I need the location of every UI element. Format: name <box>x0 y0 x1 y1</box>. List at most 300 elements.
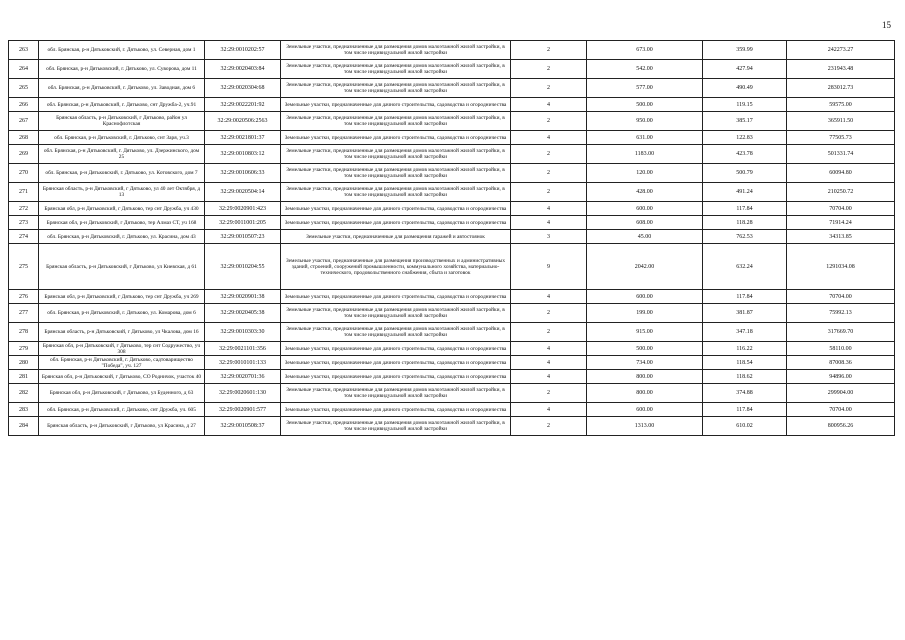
row-unit-price: 762.53 <box>736 233 753 240</box>
row-address: Брянская область, р-н Дятьковский, г Дятьково, район ул Краснофлотская <box>56 115 187 127</box>
row-cadastral-value: 70704.00 <box>829 205 852 212</box>
table-row <box>9 244 895 290</box>
row-group-cell <box>511 145 587 164</box>
table-row <box>9 370 895 384</box>
row-cadastral-number-cell <box>205 244 281 290</box>
row-group: 4 <box>547 293 550 300</box>
row-unit-price: 490.49 <box>736 85 753 91</box>
row-cadastral-value-cell <box>787 145 895 164</box>
row-cadastral-number: 32:29:0010204:55 <box>220 263 265 270</box>
row-cadastral-number: 32:29:0020901:423 <box>218 205 266 212</box>
row-group-cell <box>511 131 587 145</box>
row-group: 3 <box>547 233 550 240</box>
row-unit-price-cell <box>703 216 787 230</box>
row-group-cell <box>511 202 587 216</box>
row-address-cell <box>39 244 205 290</box>
row-area: 1183.00 <box>634 151 655 157</box>
row-unit-price-cell <box>703 384 787 403</box>
row-land-use: Земельные участки, предназначенные для дачного строительства, садоводства и огородничества <box>284 205 507 212</box>
row-number-cell <box>9 370 39 384</box>
row-area-cell <box>587 370 703 384</box>
row-cadastral-value-cell <box>787 79 895 98</box>
row-cadastral-value-cell <box>787 112 895 131</box>
row-land-use-cell <box>281 244 511 290</box>
row-land-use: Земельные участки, предназначенные для дачного строительства, садоводства и огородничества <box>284 406 507 413</box>
row-area: 800.00 <box>636 373 653 380</box>
row-number: 270 <box>19 170 28 176</box>
row-cadastral-number-cell <box>205 342 281 356</box>
row-address-cell <box>39 370 205 384</box>
row-area: 600.00 <box>636 205 653 212</box>
row-address: обл. Брянская, р-н Дятьковский, г. Дятьково, ул. Северная, дом 1 <box>47 47 196 53</box>
row-unit-price-cell <box>703 230 787 244</box>
row-number-cell <box>9 403 39 417</box>
row-cadastral-number-cell <box>205 370 281 384</box>
row-land-use-cell <box>281 304 511 323</box>
row-cadastral-number: 32:29:0010303:30 <box>220 329 265 335</box>
row-area-cell <box>587 202 703 216</box>
row-cadastral-value-cell <box>787 370 895 384</box>
row-cadastral-number-cell <box>205 417 281 436</box>
page-number: 15 <box>882 20 891 30</box>
row-cadastral-number: 32:29:0010508:37 <box>220 423 265 429</box>
row-address-cell <box>39 112 205 131</box>
row-cadastral-number-cell <box>205 403 281 417</box>
row-cadastral-value-cell <box>787 384 895 403</box>
table-row <box>9 304 895 323</box>
table-row <box>9 202 895 216</box>
row-cadastral-number: 32:29:0010202:57 <box>220 47 265 53</box>
row-number-cell <box>9 131 39 145</box>
row-cadastral-number-cell <box>205 356 281 370</box>
row-cadastral-number: 32:29:0022201:92 <box>220 101 265 108</box>
row-group-cell <box>511 98 587 112</box>
row-address-cell <box>39 60 205 79</box>
row-unit-price: 117.84 <box>736 406 753 413</box>
row-area: 600.00 <box>636 293 653 300</box>
row-land-use-cell <box>281 216 511 230</box>
row-number-cell <box>9 384 39 403</box>
row-unit-price-cell <box>703 145 787 164</box>
row-cadastral-number-cell <box>205 183 281 202</box>
row-address: Брянская обл, р-н Дятьковский, г Дятьково, тер Алмаз СТ, уч 168 <box>46 219 197 226</box>
row-cadastral-number-cell <box>205 384 281 403</box>
row-address: обл. Брянская, р-н Дятьковский, г. Дятьково, ул. Комарова, дом 6 <box>47 310 196 316</box>
row-group: 2 <box>547 151 550 157</box>
row-unit-price-cell <box>703 202 787 216</box>
row-cadastral-number-cell <box>205 202 281 216</box>
row-area-cell <box>587 384 703 403</box>
row-area: 600.00 <box>636 406 653 413</box>
row-area: 428.00 <box>636 189 653 195</box>
row-number-cell <box>9 145 39 164</box>
table-body <box>9 41 895 436</box>
row-cadastral-number-cell <box>205 98 281 112</box>
row-unit-price-cell <box>703 41 787 60</box>
row-group-cell <box>511 230 587 244</box>
row-cadastral-number: 32:29:0020901:577 <box>218 406 266 413</box>
row-unit-price: 610.02 <box>736 423 753 429</box>
row-number: 274 <box>19 233 28 240</box>
row-cadastral-value-cell <box>787 60 895 79</box>
row-address: Брянская область, р-н Дятьковский, г Дятьково, ул Чкалова, дом 16 <box>44 329 199 335</box>
row-number-cell <box>9 417 39 436</box>
row-land-use-cell <box>281 370 511 384</box>
row-land-use: Земельные участки, предназначенные для дачного строительства, садоводства и огородничества <box>284 345 507 352</box>
row-group: 2 <box>547 85 550 91</box>
row-cadastral-number-cell <box>205 41 281 60</box>
row-number-cell <box>9 342 39 356</box>
row-unit-price: 118.54 <box>736 359 753 366</box>
row-cadastral-value-cell <box>787 202 895 216</box>
row-address: Брянская обл, р-н Дятьковский, г Дятьково, тер снт Дружба, уч 430 <box>44 205 199 212</box>
row-area-cell <box>587 145 703 164</box>
table-row <box>9 183 895 202</box>
row-unit-price-cell <box>703 60 787 79</box>
row-unit-price-cell <box>703 244 787 290</box>
row-area: 45.00 <box>637 233 652 240</box>
row-unit-price: 117.84 <box>736 293 753 300</box>
row-cadastral-number: 32:29:0020506:2563 <box>217 118 268 124</box>
row-address: Брянская область, р-н Дятьковский, г Дятьково, ул Киевская, д 61 <box>46 263 197 270</box>
row-address-cell <box>39 356 205 370</box>
row-cadastral-value: 365911.50 <box>827 118 854 124</box>
row-cadastral-value-cell <box>787 417 895 436</box>
row-cadastral-value: 70704.00 <box>829 406 852 413</box>
row-address-cell <box>39 304 205 323</box>
row-area-cell <box>587 60 703 79</box>
table-row <box>9 216 895 230</box>
row-number-cell <box>9 79 39 98</box>
row-area: 500.00 <box>636 101 653 108</box>
row-cadastral-number-cell <box>205 112 281 131</box>
row-group-cell <box>511 304 587 323</box>
row-address: обл. Брянская, р-н Дятьковский, г. Дятьково, садтоварищество "Победа", уч. 127 <box>50 356 193 369</box>
row-group: 2 <box>547 329 550 335</box>
row-cadastral-value-cell <box>787 216 895 230</box>
land-plots-table <box>8 40 895 436</box>
row-cadastral-value-cell <box>787 403 895 417</box>
row-land-use: Земельные участки, предназначенные для размещения домов малоэтажной жилой застройки, в том числе индивидуальной жилой застройки <box>286 387 505 399</box>
row-number: 283 <box>19 406 28 413</box>
row-unit-price-cell <box>703 304 787 323</box>
row-group-cell <box>511 216 587 230</box>
row-number-cell <box>9 41 39 60</box>
row-cadastral-value: 210250.72 <box>827 189 854 195</box>
row-number: 265 <box>19 85 28 91</box>
row-area: 2042.00 <box>634 263 655 270</box>
row-address: обл. Брянская, р-н Дятьковский, г. Дятьково, снт Заря, уч.3 <box>54 134 189 141</box>
row-address: обл. Брянская, р-н Дятьковский, г. Дятьково, ул. Заводная, дом 6 <box>47 85 196 91</box>
row-address-cell <box>39 230 205 244</box>
row-land-use: Земельные участки, предназначенные для размещения домов малоэтажной жилой застройки, в том числе индивидуальной жилой застройки <box>286 63 505 75</box>
row-address-cell <box>39 342 205 356</box>
row-land-use: Земельные участки, предназначенные для дачного строительства, садоводства и огородничества <box>284 359 507 366</box>
row-land-use: Земельные участки, предназначенные для размещения домов малоэтажной жилой застройки, в том числе индивидуальной жилой застройки <box>286 115 505 127</box>
row-land-use: Земельные участки, предназначенные для размещения домов малоэтажной жилой застройки, в том числе индивидуальной жилой застройки <box>286 44 505 56</box>
row-cadastral-value: 75992.13 <box>829 310 852 316</box>
row-number: 272 <box>19 205 28 212</box>
row-land-use: Земельные участки, предназначенные для размещения домов малоэтажной жилой застройки, в том числе индивидуальной жилой застройки <box>286 148 505 160</box>
row-group: 2 <box>547 66 550 72</box>
row-group-cell <box>511 370 587 384</box>
row-unit-price-cell <box>703 290 787 304</box>
row-address-cell <box>39 41 205 60</box>
row-unit-price: 500.79 <box>736 170 753 176</box>
row-number-cell <box>9 183 39 202</box>
row-cadastral-number-cell <box>205 79 281 98</box>
row-land-use: Земельные участки, предназначенные для дачного строительства, садоводства и огородничества <box>284 373 507 380</box>
table-row <box>9 145 895 164</box>
row-address: Брянская область, р-н Дятьковский, г Дятьково, ул Красина, д 27 <box>47 423 196 429</box>
row-group: 2 <box>547 423 550 429</box>
row-land-use-cell <box>281 230 511 244</box>
row-number: 271 <box>19 189 28 195</box>
row-address-cell <box>39 323 205 342</box>
row-group: 4 <box>547 205 550 212</box>
row-cadastral-number: 32:29:0010101:133 <box>218 359 266 366</box>
row-address: Брянская обл, р-н Дятьковский, г Дятьково, СО Родничок, участок 40 <box>41 373 202 380</box>
row-address-cell <box>39 98 205 112</box>
row-unit-price: 491.24 <box>736 189 753 195</box>
row-land-use-cell <box>281 164 511 183</box>
row-cadastral-value: 34313.85 <box>829 233 852 240</box>
table-row <box>9 417 895 436</box>
row-area: 950.00 <box>636 118 653 124</box>
row-unit-price: 122.83 <box>736 134 753 141</box>
row-number-cell <box>9 98 39 112</box>
row-area: 673.00 <box>636 47 653 53</box>
table-row <box>9 356 895 370</box>
row-group: 2 <box>547 189 550 195</box>
row-number: 264 <box>19 66 28 72</box>
row-unit-price: 427.94 <box>736 66 753 72</box>
row-area: 500.00 <box>636 345 653 352</box>
row-land-use-cell <box>281 290 511 304</box>
row-number: 280 <box>19 359 28 366</box>
row-cadastral-number-cell <box>205 164 281 183</box>
row-number-cell <box>9 304 39 323</box>
row-cadastral-number: 32:29:0010803:12 <box>220 151 265 157</box>
row-land-use: Земельные участки, предназначенные для размещения домов малоэтажной жилой застройки, в том числе индивидуальной жилой застройки <box>286 307 505 319</box>
row-area-cell <box>587 244 703 290</box>
row-group-cell <box>511 60 587 79</box>
row-area: 915.00 <box>636 329 653 335</box>
row-cadastral-number-cell <box>205 230 281 244</box>
row-group-cell <box>511 323 587 342</box>
row-cadastral-value-cell <box>787 323 895 342</box>
row-number-cell <box>9 202 39 216</box>
row-cadastral-value: 317669.70 <box>827 329 854 335</box>
row-address: обл. Брянская, р-н Дятьковский, г. Дятьково, снт Дружба, уч. 605 <box>47 406 196 413</box>
row-cadastral-value: 71914.24 <box>829 219 852 226</box>
row-group-cell <box>511 290 587 304</box>
row-land-use-cell <box>281 202 511 216</box>
row-number-cell <box>9 230 39 244</box>
row-number-cell <box>9 244 39 290</box>
row-land-use-cell <box>281 417 511 436</box>
table-row <box>9 342 895 356</box>
row-land-use-cell <box>281 98 511 112</box>
row-area-cell <box>587 290 703 304</box>
table-row <box>9 41 895 60</box>
row-address: Брянская обл, р-н Дятьковский, г Дятьково, тер снт Содружество, уч 308 <box>42 342 201 355</box>
row-cadastral-value: 242273.27 <box>827 47 854 53</box>
row-land-use-cell <box>281 356 511 370</box>
row-land-use: Земельные участки, предназначенные для дачного строительства, садоводства и огородничества <box>284 293 507 300</box>
row-address: обл. Брянская, р-н Дятьковский, г. Дятьково, ул. Котовского, дом 7 <box>45 170 198 176</box>
row-cadastral-value-cell <box>787 342 895 356</box>
row-area-cell <box>587 41 703 60</box>
row-group: 2 <box>547 310 550 316</box>
row-cadastral-number: 32:29:0010606:33 <box>220 170 265 176</box>
row-area-cell <box>587 112 703 131</box>
row-unit-price: 116.22 <box>736 345 753 352</box>
row-cadastral-value-cell <box>787 41 895 60</box>
row-number: 276 <box>19 293 28 300</box>
row-cadastral-value: 58110.00 <box>829 345 852 352</box>
row-area-cell <box>587 230 703 244</box>
row-unit-price-cell <box>703 131 787 145</box>
row-group-cell <box>511 244 587 290</box>
row-cadastral-value: 283012.73 <box>827 85 854 91</box>
row-group: 2 <box>547 47 550 53</box>
row-cadastral-number: 32:29:0021101:356 <box>219 345 266 352</box>
row-address: обл. Брянская, р-н Дятьковский, г. Дятьково, ул. Дзержинского, дом 25 <box>43 148 200 160</box>
row-group: 4 <box>547 101 550 108</box>
row-unit-price: 117.84 <box>736 205 753 212</box>
row-cadastral-number: 32:29:0020901:38 <box>220 293 265 300</box>
row-group: 2 <box>547 118 550 124</box>
row-area-cell <box>587 403 703 417</box>
row-cadastral-number-cell <box>205 323 281 342</box>
row-number-cell <box>9 112 39 131</box>
row-address-cell <box>39 164 205 183</box>
row-number: 282 <box>19 390 28 396</box>
table-row <box>9 79 895 98</box>
row-unit-price: 118.62 <box>736 373 753 380</box>
row-unit-price: 385.17 <box>736 118 753 124</box>
row-land-use-cell <box>281 323 511 342</box>
row-group-cell <box>511 79 587 98</box>
row-cadastral-value-cell <box>787 131 895 145</box>
row-cadastral-value: 77505.73 <box>829 134 852 141</box>
row-land-use: Земельные участки, предназначенные для размещения домов малоэтажной жилой застройки, в том числе индивидуальной жилой застройки <box>286 420 505 432</box>
row-number: 269 <box>19 151 28 157</box>
row-land-use: Земельные участки, предназначенные для дачного строительства, садоводства и огородничества <box>284 101 507 108</box>
row-group-cell <box>511 384 587 403</box>
row-cadastral-value-cell <box>787 290 895 304</box>
row-area-cell <box>587 417 703 436</box>
row-unit-price-cell <box>703 183 787 202</box>
row-area-cell <box>587 98 703 112</box>
row-cadastral-number: 32:29:0021801:37 <box>220 134 265 141</box>
row-cadastral-value-cell <box>787 98 895 112</box>
row-number-cell <box>9 323 39 342</box>
row-cadastral-value-cell <box>787 304 895 323</box>
table-row <box>9 290 895 304</box>
row-number-cell <box>9 290 39 304</box>
row-address-cell <box>39 79 205 98</box>
row-address: обл. Брянская, р-н Дятьковский, г. Дятьково, ул. Суворова, дом 11 <box>46 66 197 72</box>
row-cadastral-value: 299904.00 <box>827 390 854 396</box>
row-unit-price: 359.99 <box>736 47 753 53</box>
row-address-cell <box>39 216 205 230</box>
row-cadastral-number: 32:29:0020304:68 <box>220 85 265 91</box>
row-land-use: Земельные участки, предназначенные для размещения домов малоэтажной жилой застройки, в том числе индивидуальной жилой застройки <box>286 82 505 94</box>
table-row <box>9 164 895 183</box>
row-number-cell <box>9 164 39 183</box>
row-cadastral-number: 32:29:0020701:36 <box>220 373 265 380</box>
row-unit-price-cell <box>703 112 787 131</box>
row-group: 2 <box>547 390 550 396</box>
row-cadastral-value-cell <box>787 230 895 244</box>
row-group: 4 <box>547 359 550 366</box>
row-unit-price: 118.28 <box>736 219 753 226</box>
row-land-use-cell <box>281 183 511 202</box>
row-address: обл. Брянская, р-н Дятьковский, г. Дятьково, ул. Красина, дом 43 <box>47 233 196 240</box>
row-number: 281 <box>19 373 28 380</box>
row-unit-price: 381.87 <box>736 310 753 316</box>
row-address-cell <box>39 131 205 145</box>
row-group-cell <box>511 164 587 183</box>
table-row <box>9 98 895 112</box>
row-address-cell <box>39 290 205 304</box>
row-land-use-cell <box>281 384 511 403</box>
row-cadastral-number-cell <box>205 60 281 79</box>
row-land-use-cell <box>281 79 511 98</box>
row-cadastral-number-cell <box>205 145 281 164</box>
row-cadastral-value: 87008.36 <box>829 359 852 366</box>
row-cadastral-value-cell <box>787 244 895 290</box>
row-cadastral-number-cell <box>205 216 281 230</box>
row-number: 273 <box>19 219 28 226</box>
row-land-use-cell <box>281 131 511 145</box>
row-land-use: Земельные участки, предназначенные для размещения гаражей и автостоянок <box>306 233 485 240</box>
table-row <box>9 131 895 145</box>
row-unit-price-cell <box>703 403 787 417</box>
row-cadastral-number: 32:29:0020504:14 <box>220 189 265 195</box>
row-number: 284 <box>19 423 28 429</box>
row-number: 266 <box>19 101 28 108</box>
row-address-cell <box>39 403 205 417</box>
row-area-cell <box>587 342 703 356</box>
row-cadastral-value-cell <box>787 183 895 202</box>
row-group: 4 <box>547 134 550 141</box>
row-number-cell <box>9 60 39 79</box>
row-cadastral-value: 70704.00 <box>829 293 852 300</box>
row-area: 734.00 <box>636 359 653 366</box>
row-land-use: Земельные участки, предназначенные для дачного строительства, садоводства и огородничества <box>284 219 507 226</box>
row-cadastral-value: 231943.48 <box>827 66 854 72</box>
row-area: 800.00 <box>636 390 653 396</box>
row-number: 268 <box>19 134 28 141</box>
row-group: 2 <box>547 170 550 176</box>
row-unit-price-cell <box>703 79 787 98</box>
row-unit-price-cell <box>703 417 787 436</box>
row-cadastral-number-cell <box>205 304 281 323</box>
table-row <box>9 230 895 244</box>
row-group-cell <box>511 356 587 370</box>
row-number: 263 <box>19 47 28 53</box>
row-group-cell <box>511 183 587 202</box>
row-area: 199.00 <box>636 310 653 316</box>
row-area-cell <box>587 216 703 230</box>
row-unit-price-cell <box>703 164 787 183</box>
row-land-use-cell <box>281 403 511 417</box>
row-cadastral-value: 1291034.08 <box>826 263 855 270</box>
row-group: 9 <box>547 263 550 270</box>
